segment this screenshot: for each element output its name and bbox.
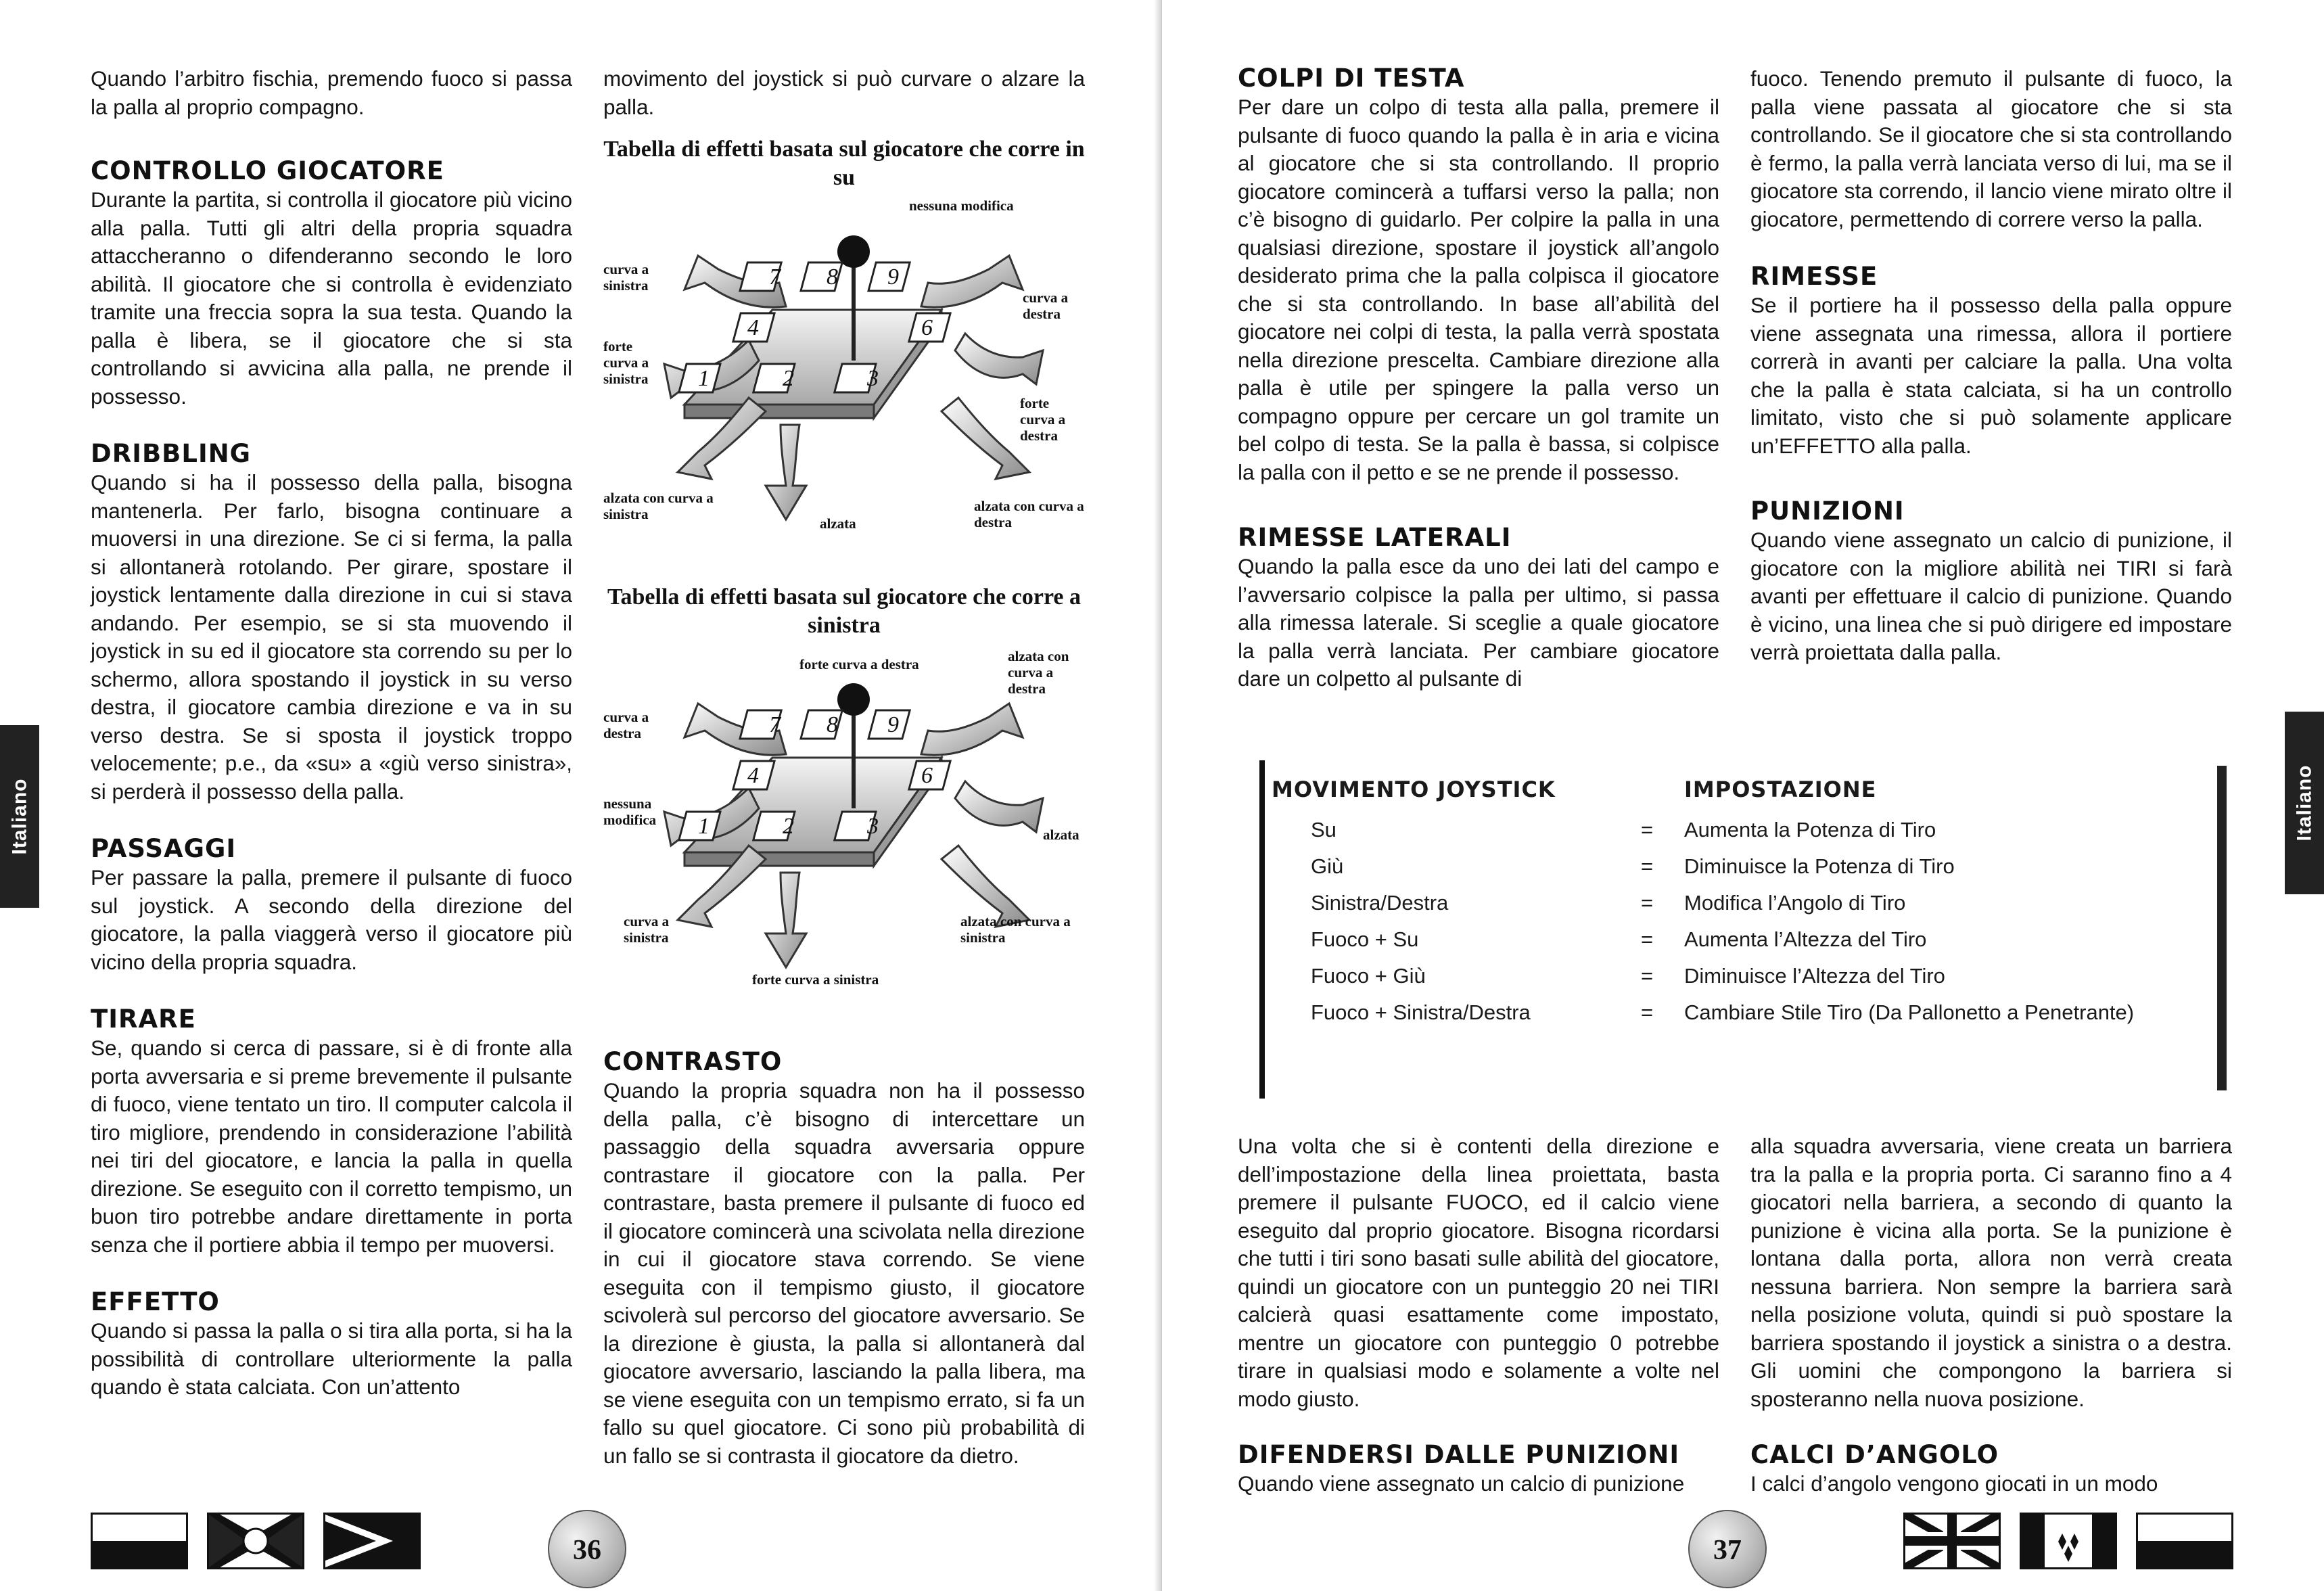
section-heading: COLPI DI TESTA [1238,64,1465,93]
side-tab-label: Italiano [8,778,31,855]
page-number-ball [548,1510,626,1588]
diagram-figure [603,195,1085,547]
label-bottom-left: alzata con curva a sinistra [603,490,714,522]
table-row [1272,994,2205,1031]
arrow-upper-right-icon [921,256,1023,307]
key-6: 6 [921,315,933,340]
arrow-down-icon [766,425,806,520]
section-paragraph: Quando la propria squadra non ha il possesso della palla, c’è bisogno di intercettare un passaggio della squadra avversaria oppure contrastare il giocatore con la palla. Per contrastare, basta premere il pulsante di fuoco ed il giocatore comincerà una scivolata nella direzione in cui il giocatore stava correndo. Se viene eseguita con il tempismo giusto, il giocatore scivolerà sul percorso del giocatore avversario. Se la direzione è giusta, la palla si allontanerà dal giocatore avversario, lasciando la palla libera, ma se viene eseguita con un tempismo errato, si fa un fallo su quel giocatore. Ci sono più probabilità di un fallo se si contrasta il giocatore da dietro. [603,1078,1085,1468]
label-mid-left: forte curva a sinistra [603,338,649,387]
arrow-down-icon [766,873,806,967]
joystick-base-icon [684,310,942,405]
label-mid-left: nessuna modifica [603,796,657,828]
label-upper-left: curva a destra [603,709,649,741]
right-page-column-1 [1238,64,1719,693]
left-page-column-1 [91,65,572,1402]
column-header-setting: IMPOSTAZIONE [1684,777,1877,802]
joystick-settings-table [1272,777,2205,1031]
page-number: 37 [1713,1535,1742,1566]
table-row [1272,848,2205,885]
section-heading: CONTRASTO [603,1047,783,1076]
key-3: 3 [867,366,879,391]
setting-cell: Aumenta l’Altezza del Tiro [1684,927,1927,951]
table-row [1272,921,2205,958]
left-page-column-2 [603,65,1085,121]
setting-cell: Modifica l’Angolo di Tiro [1684,891,1906,915]
section-heading: DIFENDERSI DALLE PUNIZIONI [1238,1440,1680,1469]
section-heading: PUNIZIONI [1750,497,1905,526]
diagram-title: Tabella di effetti basata sul giocatore che corre in su [603,137,1085,190]
intro-paragraph: fuoco. Tenendo premuto il pulsante di fuoco, la palla viene passata al giocatore che si sta controllando. Se il giocatore che si sta controllando è fermo, la palla verrà lanciata verso di lui, ma se il giocatore sta correndo, il lancio viene mirato oltre il giocatore, permettendo di correre verso la palla. [1750,66,2232,231]
equals-cell: = [1640,891,1654,915]
key-9: 9 [887,264,899,290]
column-header-movement: MOVIMENTO JOYSTICK [1272,777,1556,802]
language-side-tab [2285,712,2324,894]
setting-cell: Cambiare Stile Tiro (Da Pallonetto a Penetrante) [1684,1000,2135,1024]
section-paragraph: Durante la partita, si controlla il giocatore più vicino alla palla. Tutti gli altri della propria squadra attaccheranno o difenderanno secondo le loro abilità. Il giocatore che si controlla è evidenziato tramite una freccia sopra la sua testa. Quando la palla è libera, se il giocatore che si sta controllando si avvicina alla palla, ne prende il possesso. [91,187,572,409]
diagram-title: Tabella di effetti basata sul giocatore che corre a sinistra [607,584,1082,638]
flag-icon [207,1513,304,1569]
key-4: 4 [747,763,759,788]
table-row [1272,958,2205,994]
label-upper-right: alzata con curva a destra [1008,648,1069,697]
label-mid-right: forte curva a destra [1020,395,1066,444]
intro-paragraph: Quando l’arbitro fischia, premendo fuoco si passa la palla al proprio compagno. [91,66,572,119]
side-tab-label: Italiano [2293,764,2316,841]
joystick-settings-table-box [1259,760,2227,1099]
key-7: 7 [769,264,781,290]
key-1: 1 [698,366,710,391]
section-paragraph: Quando si ha il possesso della palla, bisogna mantenerla. Per farlo, bisogna continuare a muoversi in una direzione. Se ci si ferma, la palla si allontanerà rotolando. Per girare, spostare il joystick lentamente dalla direzione in cui si stava andando. Per esempio, se si sta muovendo il joystick in su ed il giocatore sta correndo su per lo schermo, allora spostando il joystick in su verso destra, il giocatore cambia direzione e va in su verso destra. Se si sposta il joystick troppo velocemente; p.e., da «su» a «giù verso sinistra», si perderà il possesso della palla. [91,470,572,804]
label-bottom-right: alzata con curva a sinistra [960,913,1071,946]
flag-icon [323,1513,421,1569]
flag-icon [2020,1513,2117,1569]
section-heading: PASSAGGI [91,834,237,863]
right-page-column-2-lower [1750,1132,2232,1498]
section-paragraph: Quando viene assegnato un calcio di punizione [1238,1471,1685,1496]
movement-cell: Fuoco + Sinistra/Destra [1311,1000,1531,1024]
section-heading: RIMESSE LATERALI [1238,523,1512,552]
joystick-base-icon [684,758,942,852]
key-1: 1 [698,814,710,839]
section-paragraph: Quando si passa la palla o si tira alla porta, si ha la possibilità di controllare ulteriormente la palla quando è stata calciata. Con un’attento [91,1318,572,1399]
table-row [1272,885,2205,921]
key-8: 8 [827,264,838,290]
equals-cell: = [1640,964,1654,988]
diagram-figure [603,643,1085,994]
movement-cell: Fuoco + Su [1311,927,1419,951]
setting-cell: Diminuisce la Potenza di Tiro [1684,854,1955,878]
section-heading: RIMESSE [1750,262,1878,291]
label-bottom-mid: alzata [820,515,856,532]
section-paragraph: I calci d’angolo vengono giocati in un modo [1750,1471,2158,1496]
section-heading: DRIBBLING [91,439,252,468]
section-paragraph: Una volta che si è contenti della direzione e dell’impostazione della linea proiettata, basta premere il pulsante FUOCO, ed il calcio viene eseguito dal proprio giocatore. Bisogna ricordarsi che tutti i tiri sono basati sulle abilità del giocatore, quindi un giocatore con un punteggio 20 nei TIRI calcierà quasi esattamente come impostato, mentre un giocatore con punteggio 0 potrebbe tirare in qualsiasi modo e solamente a volte nel modo giusto. [1238,1134,1719,1411]
arrow-lower-right-icon [942,398,1029,479]
flag-icon [1903,1513,2001,1569]
section-paragraph: Quando la palla esce da uno dei lati del campo e l’avversario colpisce la palla per ultimo, si passa alla rimessa laterale. Si sceglie a quale giocatore la palla verrà lanciata. Per cambiare giocatore dare un colpetto al pulsante di [1238,554,1719,691]
key-2: 2 [783,366,794,391]
effect-diagram-running-left [603,583,1085,994]
label-bottom-mid: forte curva a sinistra [752,971,879,988]
movement-cell: Fuoco + Giù [1311,964,1426,988]
section-paragraph: alla squadra avversaria, viene creata un barriera tra la palla e la propria porta. Ci saranno fino a 4 giocatori nella barriera, a secondo di quanto la punizione è vicina alla porta. Se la punizione è lontana dalla porta, allora non verrà creata nessuna barriera. Non sempre la barriera sarà nella posizione voluta, quindi si può spostare la barriera spostando il joystick a sinistra o a destra. Gli uomini che compongono la barriera si sposteranno nella nuova posizione. [1750,1134,2232,1411]
label-top: nessuna modifica [909,198,1014,214]
section-heading: CALCI D’ANGOLO [1750,1440,1999,1469]
section-heading: TIRARE [91,1005,196,1034]
section-heading: CONTROLLO GIOCATORE [91,156,444,185]
setting-cell: Aumenta la Potenza di Tiro [1684,818,1936,841]
setting-cell: Diminuisce l’Altezza del Tiro [1684,964,1945,988]
section-paragraph: Quando viene assegnato un calcio di punizione, il giocatore con la migliore abilità nei TIRI si farà avanti per effettuare il calcio di punizione. Quando è vicino, una linea che si può dirigere ed impostare verrà proiettata dalla palla. [1750,528,2232,664]
label-upper-left: curva a sinistra [603,261,649,294]
equals-cell: = [1640,1000,1654,1024]
equals-cell: = [1640,854,1654,878]
key-2: 2 [783,814,794,839]
label-upper-right: curva a destra [1023,290,1069,322]
arrow-mid-right-icon [955,781,1043,832]
section-paragraph: Per passare la palla, premere il pulsante di fuoco sul joystick. A secondo della direzione del giocatore, la palla viaggerà verso il giocatore più vicino della propria squadra. [91,865,572,974]
contrasto-section [603,1047,1085,1470]
right-page-column-2 [1750,65,2232,667]
movement-cell: Giù [1311,854,1344,878]
table-row [1272,812,2205,848]
section-paragraph: Se il portiere ha il possesso della palla oppure viene assegnata una rimessa, allora il portiere correrà in avanti per calciare la palla. Una volta che la palla è stata calciata, si ha un controllo limitato, visto che si può solamente applicare un’EFFETTO alla palla. [1750,293,2232,458]
label-top: forte curva a destra [799,656,919,672]
label-mid-right: alzata [1043,827,1079,843]
right-page-column-1-lower [1238,1132,1719,1498]
effect-diagram-running-up [603,135,1085,547]
right-page [1162,0,2324,1591]
key-4: 4 [747,315,759,340]
movement-cell: Sinistra/Destra [1311,891,1449,915]
key-9: 9 [887,712,899,737]
page-number: 36 [573,1535,601,1566]
intro-paragraph: movimento del joystick si può curvare o alzare la palla. [603,66,1085,119]
equals-cell: = [1640,927,1654,951]
page-number-ball [1688,1510,1767,1588]
flag-icon [2136,1513,2233,1569]
equals-cell: = [1640,818,1654,841]
language-side-tab [0,725,39,908]
section-paragraph: Se, quando si cerca di passare, si è di fronte alla porta avversaria e si preme brevemente il pulsante di fuoco, viene tentato un tiro. Il computer calcola il tiro migliore, prendendo in considerazione l’abilità nei tiri del giocatore, e lancia la palla in quella direzione. Se eseguito con il corretto tempismo, un buon tiro potrebbe andare direttamente in porta senza che il portiere abbia il tempo per muoversi. [91,1036,572,1257]
key-3: 3 [867,814,879,839]
section-heading: EFFETTO [91,1287,220,1316]
label-bottom-right: alzata con curva a destra [974,498,1084,530]
label-bottom-left: curva a sinistra [624,913,670,946]
key-7: 7 [769,712,781,737]
arrow-mid-right-icon [955,333,1043,384]
flag-icon [91,1513,188,1569]
key-6: 6 [921,763,933,788]
key-8: 8 [827,712,838,737]
movement-cell: Su [1311,818,1337,841]
section-paragraph: Per dare un colpo di testa alla palla, premere il pulsante di fuoco quando la palla è in aria e vicina al giocatore che si sta controllando. Il proprio giocatore comincerà a tuffarsi verso la palla; non c’è bisogno di guidarlo. Per colpire la palla in una qualsiasi direzione, spostare il joystick all’angolo desiderato prima che la palla colpisca il giocatore che si sta controllando. In base all’abilità del giocatore nei colpi di testa, la palla verrà spostata nella direzione prescelta. Cambiare direzione alla palla è utile per spingere la palla verso un compagno oppure per cercare un gol tramite un bel colpo di testa. Se la palla è bassa, si colpisce la palla con il petto e se ne prende il possesso. [1238,95,1719,484]
arrow-upper-right-icon [921,704,1023,755]
